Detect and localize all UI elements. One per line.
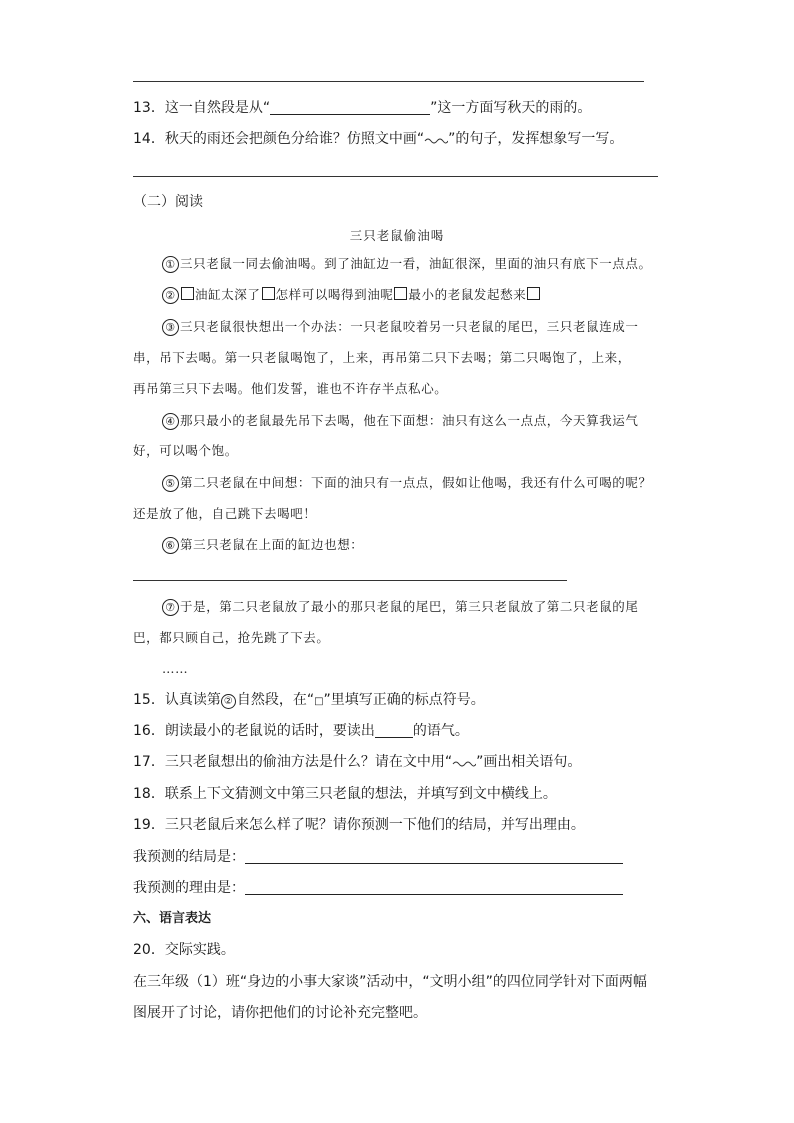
question-16: 16．朗读最小的老鼠说的话时，要读出 的语气。 [133,723,469,739]
predict-reason-row: 我预测的理由是： [133,878,623,898]
question-20-text-line-1: 在三年级（1）班“身边的小事大家谈”活动中，“文明小组”的四位同学针对下面两幅 [133,974,647,990]
predict-result-row: 我预测的结局是： [133,847,623,867]
paragraph-2: ② 油缸太深了 怎样可以喝得到油呢 最小的老鼠发起愁来 [162,286,541,304]
question-14 [133,129,623,149]
q13-prefix: 13．这一自然段是从“ [133,100,271,116]
q14-suffix: ”的句子，发挥想象写一写。 [448,131,624,147]
answer-line-q14 [133,176,658,177]
paragraph-7-line-2: 巴，都只顾自己，抢先跳了下去。 [133,630,330,645]
question-15: 15．认真读第 ② 自然段，在“□”里填写正确的标点符号。 [133,692,485,708]
q16-blank[interactable] [375,722,413,738]
paragraph-3-line-1: ③ 三只老鼠很快想出一个办法：一只老鼠咬着另一只老鼠的尾巴，三只老鼠连成一 [162,318,639,336]
paragraph-4-line-2: 好，可以喝个饱。 [133,443,238,458]
question-18: 18．联系上下文猜测文中第三只老鼠的想法，并填写到文中横线上。 [133,786,557,802]
paragraph-5-line-1: ⑤ 第二只老鼠在中间想：下面的油只有一点点，假如让他喝，我还有什么可喝的呢？ [162,474,652,492]
answer-line-top [133,81,644,82]
q13-suffix: ”这一方面写秋天的雨的。 [430,100,592,116]
punctuation-box[interactable] [527,287,540,300]
section-2-heading: （二）阅读 [133,194,203,210]
paragraph-6: ⑥ 第三只老鼠在上面的缸边也想： [162,536,363,554]
paragraph-3-line-3: 再吊第三只下去喝。他们发誓，谁也不许存半点私心。 [133,381,448,396]
question-17: 17．三只老鼠想出的偷油方法是什么？请在文中用“ ”画出相关语句。 [133,754,582,770]
punctuation-box[interactable] [262,287,275,300]
punctuation-box[interactable] [181,287,194,300]
q14-prefix: 14．秋天的雨还会把颜色分给谁？仿照文中画“ [133,131,425,147]
question-20-text-line-2: 图展开了讨论，请你把他们的讨论补充完整吧。 [133,1005,427,1021]
question-19: 19．三只老鼠后来怎么样了呢？请你预测一下他们的结局，并写出理由。 [133,817,585,833]
story-ellipsis: …… [162,661,189,676]
paragraph-5-line-2: 还是放了他，自己跳下去喝吧！ [133,506,317,521]
paragraph-7-line-1: ⑦ 于是，第二只老鼠放了最小的那只老鼠的尾巴，第三只老鼠放了第二只老鼠的尾 [162,598,639,616]
section-6-heading: 六、语言表达 [133,911,212,926]
paragraph-4-line-1: ④ 那只最小的老鼠最先吊下去喝，他在下面想：油只有这么一点点，今天算我运气 [162,412,639,430]
predict-reason-blank[interactable] [245,879,623,895]
wavy-underline-icon [452,757,476,767]
q13-blank[interactable] [270,99,430,115]
punctuation-box[interactable] [394,287,407,300]
question-20: 20．交际实践。 [133,942,235,958]
question-13 [133,98,591,118]
wavy-underline-icon [424,134,448,144]
paragraph-3-line-2: 串，吊下去喝。第一只老鼠喝饱了，上来，再吊第二只下去喝；第二只喝饱了，上来， [133,350,631,365]
paragraph-1: ① 三只老鼠一同去偷油喝。到了油缸边一看，油缸很深，里面的油只有底下一点点。 [162,255,652,273]
answer-line-third-mouse[interactable] [133,580,567,581]
story-title: 三只老鼠偷油喝 [349,228,445,243]
predict-result-blank[interactable] [245,848,623,864]
